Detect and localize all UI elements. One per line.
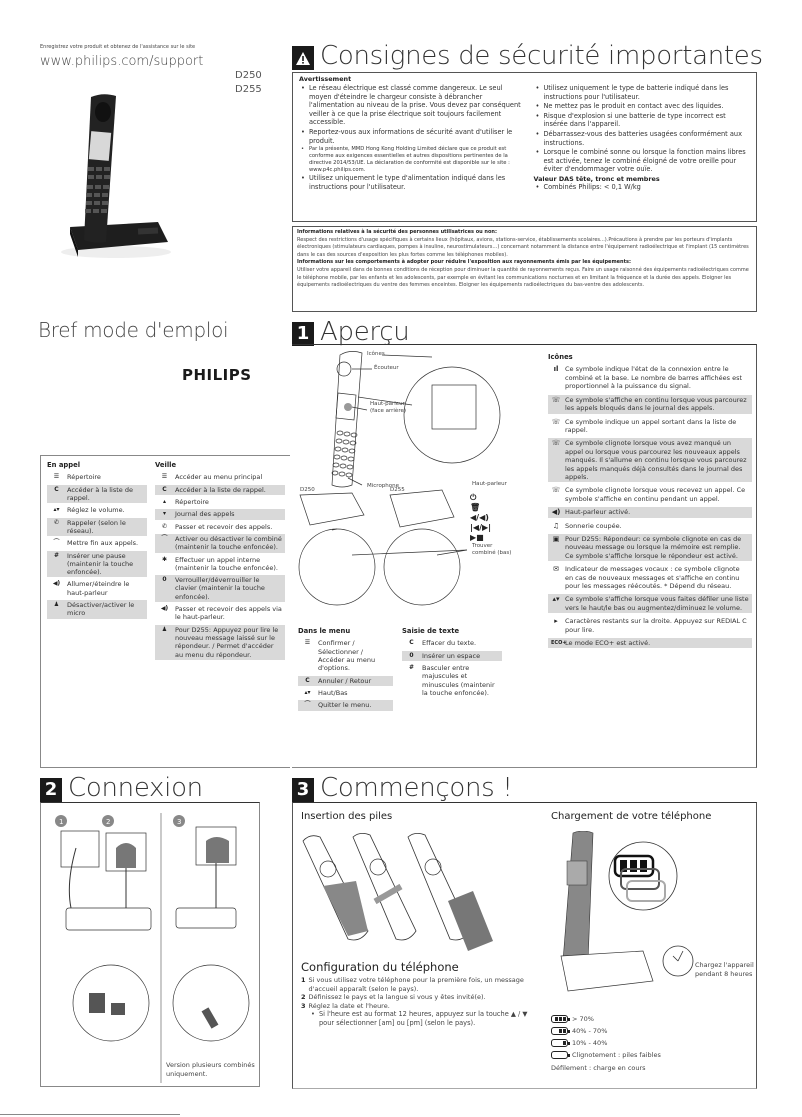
hash-icon: # [53, 551, 60, 559]
key-desc: Accéder à la liste de rappel. [175, 485, 266, 494]
key-desc: Verrouiller/déverrouiller le clavier (maintenir la touche enfoncée). [175, 576, 265, 601]
keys-panel [40, 455, 290, 768]
in-call-list [47, 461, 147, 767]
icon-desc: Ce symbole clignote lorsque vous recevez un appel. Ce symbole s'affiche en continu pendant un appel. [565, 486, 746, 503]
battery-empty-icon [551, 1051, 568, 1059]
icon-desc: Sonnerie coupée. [565, 521, 622, 530]
section-number: 3 [292, 778, 314, 802]
key-desc: Insérer un espace [422, 651, 481, 660]
key-desc: Confirmer / Sélectionner / Accéder au menu d'options. [318, 639, 376, 673]
label-d255: D255 [390, 487, 405, 493]
battery-level-row [551, 1027, 661, 1035]
battery-levels [551, 1015, 661, 1072]
das-value: • Combinés Philips: < 0,1 W/kg [533, 183, 750, 192]
volume-icon: ◀/◀) [470, 513, 489, 522]
document-title: Bref mode d'emploi [38, 318, 229, 342]
warning-list-right [533, 84, 750, 174]
connection-title: Connexion [68, 773, 203, 803]
svg-text:3: 3 [177, 818, 182, 826]
base-buttons-icons [470, 493, 491, 543]
key-desc: Activer ou désactiver le combiné (maintenir la touche enfoncée). [175, 534, 282, 552]
warning-item: • Utilisez uniquement le type d'alimentation indiqué dans les instructions pour l'utilisateur. [299, 174, 525, 191]
redial-icon: C [54, 485, 59, 493]
footer-rule [0, 1114, 180, 1115]
key-desc: Journal des appels [175, 510, 235, 519]
label-speaker-back: Haut-parleur (face arrière) [370, 401, 406, 414]
key-desc: Haut/Bas [318, 688, 348, 697]
label-microphone: Microphone [367, 483, 400, 489]
safety-header [292, 40, 763, 70]
key-desc: Accéder au menu principal [175, 473, 263, 482]
power-icon: ⏻ [470, 493, 477, 502]
warning-item: • Débarrassez-vous des batteries usagées conformément aux instructions. [533, 130, 750, 147]
voicemail-icon: ✉ [553, 565, 559, 574]
step-number: 3 [301, 1001, 306, 1010]
redial-icon: C [162, 485, 167, 493]
warning-item: • Par la présente, MMD Hong Kong Holding Limited déclare que ce produit est conforme aux exigences essentielles et autres dispositions pertinentes de la directive 2014/53/UE. La déclaration de conformité est disponible sur le site : www.p4c.philips.com. [299, 146, 525, 173]
battery-level-label: 40% - 70% [572, 1027, 608, 1036]
phonebook-icon: ▴ [162, 498, 166, 506]
menu-ok-icon: ☰ [304, 639, 311, 647]
warning-icon [292, 46, 314, 70]
signal-icon: ıl [553, 365, 559, 374]
battery-level-label: 10% - 40% [572, 1039, 608, 1048]
standby-heading: Veille [155, 461, 177, 469]
getting-started-header [292, 772, 513, 802]
warning-panel [292, 72, 757, 222]
battery-full-icon [551, 1015, 568, 1023]
step-number: 1 [301, 976, 306, 985]
icon-desc: Haut-parleur activé. [565, 508, 631, 517]
label-icons: Icônes [367, 351, 385, 357]
section-number: 2 [40, 778, 62, 802]
key-desc: Effacer du texte. [422, 639, 477, 648]
warning-item: • Ne mettez pas le produit en contact avec des liquides. [533, 102, 750, 111]
config-step [301, 993, 531, 1002]
ringer-off-icon: ♫ [552, 521, 560, 530]
getting-started-title: Commençons ! [320, 773, 513, 803]
multi-handset-note: Version plusieurs combinés uniquement. [166, 1061, 255, 1078]
scroll-arrows-icon: ▴▾ [552, 595, 560, 604]
warning-item: • Lorsque le combiné sonne ou lorsque la fonction mains libres est activée, tenez le combiné éloigné de votre oreille pour éviter d'endommager votre ouïe. [533, 148, 750, 174]
icon-desc: Ce symbole clignote lorsque vous avez manqué un appel ou lorsque vous parcourez les nouveaux appels manqués. Il s'allume en continu lorsque vous parcourez les appels manqués déjà consultés dans le journal des appels. [565, 439, 747, 481]
battery-insertion-diagram [298, 831, 508, 951]
key-desc: Répertoire [67, 473, 101, 482]
icon-desc: Caractères restants sur la droite. Appuyez sur REDIAL C pour lire. [565, 617, 747, 634]
key-desc: Mettre fin aux appels. [67, 539, 139, 548]
label-speaker: Haut-parleur [472, 481, 507, 487]
configuration-section [301, 960, 531, 1029]
config-step [301, 976, 531, 993]
icon-desc: Ce symbole indique un appel sortant dans la liste de rappel. [565, 417, 737, 434]
key-desc: Répertoire [175, 498, 209, 507]
speaker-on-icon: ◀) [551, 508, 561, 517]
battery-level-label: > 70% [572, 1015, 594, 1023]
menu-ok-icon: ☰ [53, 473, 60, 481]
volume-up-down-icon: ▴▾ [53, 506, 60, 514]
end-call-icon: ⌒ [53, 539, 60, 547]
overview-header [292, 316, 409, 346]
key-desc: Désactiver/activer le micro [67, 601, 135, 618]
register-text: Enregistrez votre produit et obtenez de l'assistance sur le site [40, 44, 196, 50]
step-number: 2 [301, 993, 306, 1002]
battery-medium-icon [551, 1027, 568, 1035]
call-log-icon: ▾ [162, 510, 166, 518]
redial-icon: C [305, 676, 310, 684]
svg-text:1: 1 [59, 818, 64, 826]
battery-level-row [551, 1039, 661, 1047]
text-entry-list [402, 627, 502, 700]
step-text: Définissez le pays et la langue si vous y êtes invité(e). [308, 993, 486, 1002]
label-find-handset: Trouver combiné (bas) [472, 543, 512, 556]
delete-icon: 🗑 [470, 503, 481, 512]
display-icons-list [548, 353, 752, 651]
redial-icon: C [409, 639, 414, 647]
icon-desc: Ce symbole s'affiche en continu lorsque vous parcourez les appels bloqués dans le journal des appels. [565, 395, 747, 413]
in-call-heading: En appel [47, 461, 81, 469]
key-desc: Effectuer un appel interne (maintenir la touche enfoncée). [175, 555, 278, 572]
in-menu-heading: Dans le menu [298, 627, 351, 635]
charge-duration-note: Chargez l'appareil pendant 8 heures [695, 961, 754, 978]
missed-call-icon: ☏ [551, 439, 561, 448]
brand-logo: PHILIPS [182, 366, 252, 384]
support-url[interactable]: www.philips.com/support [40, 54, 204, 69]
key-desc: Rappeler (selon le réseau). [67, 518, 126, 535]
info-heading-1: Informations relatives à la sécurité des personnes utilisatrices ou non: [297, 229, 497, 235]
answering-machine-icon: ▣ [552, 534, 560, 543]
speaker-icon: ◀) [52, 580, 61, 588]
config-step [301, 1002, 531, 1011]
key-desc: Allumer/éteindre le haut-parleur [67, 580, 130, 597]
section-number: 1 [292, 322, 314, 346]
menu-ok-icon: ☰ [161, 473, 168, 481]
label-earpiece: Écouteur [374, 365, 399, 371]
getting-started-panel [292, 802, 757, 1089]
blocked-call-icon: ☏ [551, 395, 561, 404]
icon-desc: Ce symbole indique l'état de la connexion entre le combiné et la base. Le nombre de barres affichées est proportionnel à la puissance du signal. [565, 365, 743, 391]
key-desc: Accéder à la liste de rappel. [67, 485, 133, 503]
star-int-icon: ✱ [161, 555, 168, 563]
key-desc: Passer et recevoir des appels via le haut-parleur. [175, 605, 282, 622]
overview-panel [292, 344, 757, 768]
key-desc: Réglez le volume. [67, 506, 125, 515]
eco-plus-icon: ECO+ [551, 640, 567, 647]
step-text: Réglez la date et l'heure. [308, 1001, 390, 1010]
key-desc: Annuler / Retour [318, 676, 372, 685]
skip-icon: |◀/▶| [470, 523, 492, 532]
connection-panel [40, 802, 260, 1087]
info-panel [292, 226, 757, 312]
charging-scroll-note: Défilement : charge en cours [551, 1063, 646, 1072]
warning-item: • Le réseau électrique est classé comme dangereux. Le seul moyen d'éteindre le chargeur consiste à débrancher l'alimentation au niveau de la prise. Vous devez par conséquent veiller à ce que la prise électrique soit toujours facilement accessible. [299, 84, 525, 127]
config-sub-step: • Si l'heure est au format 12 heures, appuyez sur la touche ▲ / ▼ pour sélectionner [am] ou [pm] (selon le pays). [309, 1010, 531, 1027]
standby-list [155, 461, 285, 767]
overview-title: Aperçu [320, 317, 410, 347]
svg-text:2: 2 [106, 818, 111, 826]
battery-level-row [551, 1051, 661, 1059]
battery-low-icon [551, 1039, 568, 1047]
key-desc: Insérer une pause (maintenir la touche enfoncée). [67, 551, 134, 577]
outgoing-call-icon: ☏ [551, 417, 561, 426]
warning-item: • Utilisez uniquement le type de batterie indiqué dans les instructions pour l'utilisateur. [533, 84, 750, 101]
speaker-icon: ◀) [160, 605, 169, 613]
warning-item: • Risque d'explosion si une batterie de type incorrect est insérée dans l'appareil. [533, 112, 750, 129]
model-d255: D255 [235, 84, 262, 95]
icon-desc: Ce symbole s'affiche lorsque vous faites défiler une liste vers le haut/le bas ou augmentez/diminuez le volume. [565, 595, 749, 612]
step-text: Si vous utilisez votre téléphone pour la première fois, un message d'accueil apparaît (selon le pays). [308, 976, 524, 993]
connection-header [40, 772, 203, 802]
safety-title: Consignes de sécurité importantes [320, 41, 763, 71]
icons-heading: Icônes [548, 353, 573, 361]
in-menu-list [298, 627, 393, 713]
key-desc: Pour D255: Appuyez pour lire le nouveau message laissé sur le répondeur. / Permet d'accéder au menu du répondeur. [175, 625, 279, 659]
warning-heading: Avertissement [299, 75, 352, 83]
warning-list-left [299, 84, 525, 193]
label-d250: D250 [300, 487, 315, 493]
battery-level-row [551, 1015, 661, 1023]
charging-heading: Chargement de votre téléphone [551, 811, 712, 822]
power-end-icon: ⌒ [161, 534, 168, 542]
hash-icon: # [408, 664, 415, 672]
icon-desc: Le mode ECO+ est activé. [565, 639, 651, 648]
zero-key-icon: 0 [409, 651, 414, 659]
key-desc: Passer et recevoir des appels. [175, 522, 273, 531]
call-recall-icon: ✆ [53, 518, 60, 526]
product-photo [58, 92, 173, 262]
info-text-1: Respect des restrictions d'usage spécifiques à certains lieux (hôpitaux, avions, stations-service, établissements scolaires...).Précautions à prendre par les porteurs d'implants électroniques (stimulateurs cardiaques, pompes à insuline, neurostimulateurs…) concernant notamment la distance entre l'équipement radioélectrique et l'implant (15 centimètres dans le cas des sources d'exposition les plus fortes comme les téléphones mobiles). [297, 236, 749, 258]
info-heading-2: Informations sur les comportements à adopter pour réduire l'exposition aux rayonnements émis par les équipements: [297, 259, 631, 266]
key-desc: Quitter le menu. [318, 701, 372, 710]
icon-desc: Pour D255: Répondeur: ce symbole clignote en cas de nouveau message ou lorsque la mémoire est remplie. Ce symbole s'affiche lorsque le répondeur est activé. [565, 534, 742, 560]
answering-machine-icon: ♟ [161, 625, 168, 633]
incoming-call-icon: ☏ [551, 486, 561, 495]
more-right-icon: ▸ [554, 617, 558, 626]
battery-level-label: Clignotement : piles faibles [572, 1051, 661, 1060]
end-call-icon: ⌒ [304, 701, 311, 709]
connection-diagram [41, 803, 261, 1088]
info-text-2: Utiliser votre appareil dans de bonnes conditions de réception pour diminuer la quantité de rayonnements reçus. Faire un usage raisonné des équipements radioélectriques comme le téléphone mobile, par les enfants et les adolescents, par exemple en évitant les communications nocturnes et en limitant la fréquence et la durée des appels. Eloigner les équipements radioélectriques du ventre des femmes enceintes. Eloigner les équipements radioélectriques du bas-ventre des adolescents. [297, 266, 749, 289]
battery-insertion-heading: Insertion des piles [301, 811, 393, 822]
keylock-icon: 0 [162, 576, 167, 584]
model-d250: D250 [235, 70, 262, 81]
call-icon: ✆ [161, 522, 168, 530]
mute-mic-icon: ♟ [53, 601, 60, 609]
config-heading: Configuration du téléphone [301, 960, 459, 974]
text-entry-heading: Saisie de texte [402, 627, 460, 635]
up-down-icon: ▴▾ [304, 688, 311, 696]
icon-desc: Indicateur de messages vocaux : ce symbole clignote en cas de nouveaux messages et s'affiche en continu pour les messages réécoutés. * Dépend du réseau. [565, 565, 740, 591]
key-desc: Basculer entre majuscules et minuscules (maintenir la touche enfoncée). [422, 664, 495, 697]
play-stop-icon: ▶■ [470, 533, 484, 542]
das-heading: Valeur DAS tête, tronc et membres [533, 174, 660, 183]
warning-item: • Reportez-vous aux informations de sécurité avant d'utiliser le produit. [299, 128, 525, 145]
